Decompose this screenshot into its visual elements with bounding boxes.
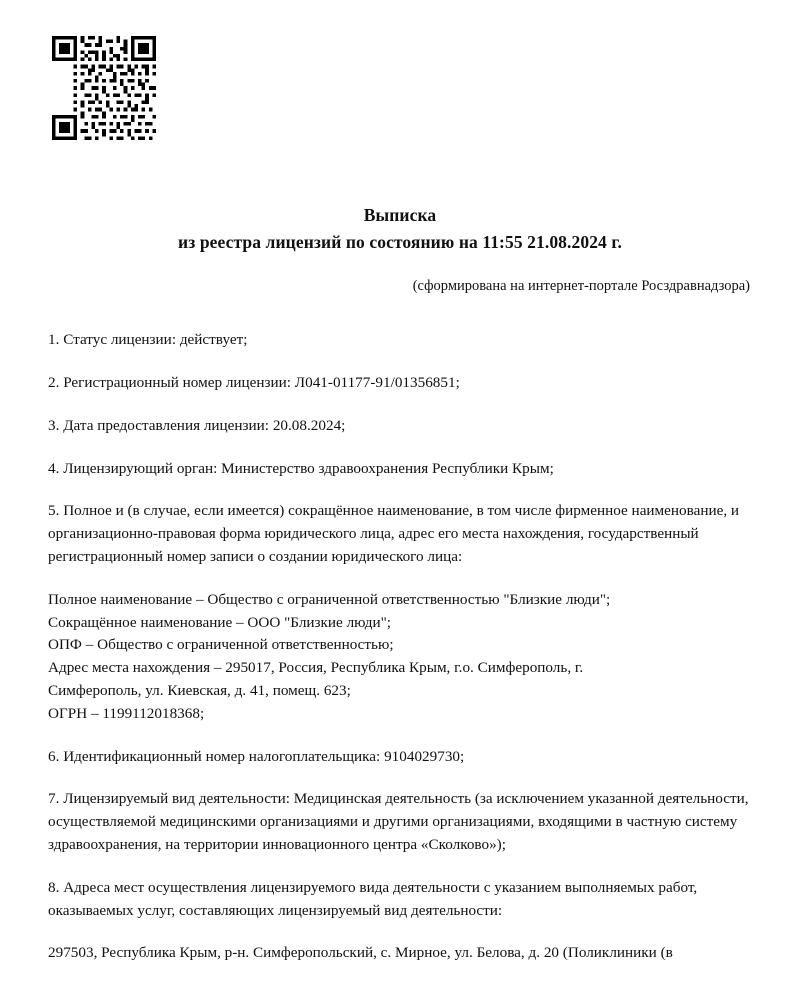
item-2-registration-number: 2. Регистрационный номер лицензии: Л041-01177-91/01356851; <box>48 374 460 392</box>
document-title <box>48 202 752 256</box>
entity-ogrn: ОГРН – 1199112018368; <box>48 704 205 722</box>
item-5-details <box>48 589 752 726</box>
item-6-inn: 6. Идентификационный номер налогоплательщика: 9104029730; <box>48 747 465 765</box>
document-title-line-2: из реестра лицензий по состоянию на 11:55 21.08.2024 г. <box>178 232 622 253</box>
item-7-licensed-activity: 7. Лицензируемый вид деятельности: Медицинская деятельность (за исключением указанной деятельности, осуществляемой медицинскими организациями и другими организациями, входящими в частную систему здравоохранения, на территории инновационного центра «Сколково»); <box>48 790 749 853</box>
document-title-line-1: Выписка <box>363 205 437 225</box>
document-body <box>48 329 752 965</box>
entity-address-line-2: Симферополь, ул. Киевская, д. 41, помещ. 623; <box>48 682 351 700</box>
entity-full-name: Полное наименование – Общество с ограниченной ответственностью "Близкие люди"; <box>48 590 611 608</box>
qr-code-image <box>52 36 156 140</box>
entity-legal-form: ОПФ – Общество с ограниченной ответственностью; <box>48 636 394 654</box>
entity-short-name: Сокращённое наименование – ООО "Близкие люди"; <box>48 613 392 631</box>
item-1-status: 1. Статус лицензии: действует; <box>48 331 248 349</box>
item-8-address-entry: 297503, Республика Крым, р-н. Симферопольский, с. Мирное, ул. Белова, д. 20 (Поликлиники (в <box>48 944 673 962</box>
item-3-issue-date: 3. Дата предоставления лицензии: 20.08.2024; <box>48 416 346 434</box>
item-5-entity-names: 5. Полное и (в случае, если имеется) сокращённое наименование, в том числе фирменное наименование, и организационно-правовая форма юридического лица, адрес его места нахождения, государственный регистрационный номер записи о создании юридического лица: <box>48 502 740 566</box>
item-8-activity-addresses: 8. Адреса мест осуществления лицензируемого вида деятельности с указанием выполняемых работ, оказываемых услуг, составляющих лицензируемый вид деятельности: <box>48 878 698 919</box>
qr-code-icon <box>52 36 156 140</box>
document-subtitle: (сформирована на интернет-портале Росздравнадзора) <box>412 278 750 295</box>
entity-address-line-1: Адрес места нахождения – 295017, Россия, Республика Крым, г.о. Симферополь, г. <box>48 659 584 677</box>
item-4-licensing-authority: 4. Лицензирующий орган: Министерство здравоохранения Республики Крым; <box>48 459 554 477</box>
